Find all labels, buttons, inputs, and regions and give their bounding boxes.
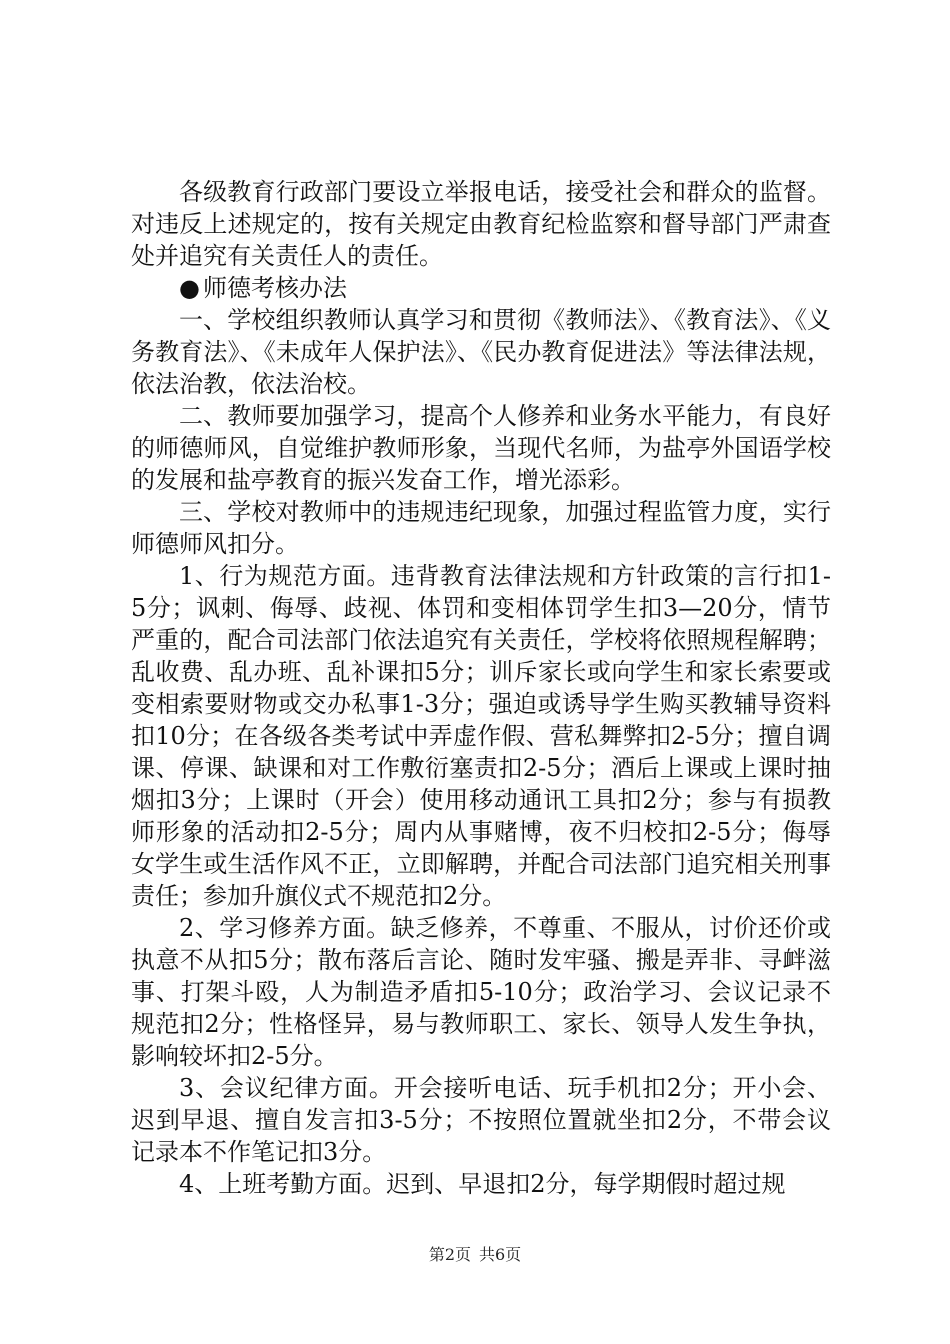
paragraph-item-3: 三、学校对教师中的违规违纪现象，加强过程监管力度，实行师德师风扣分。	[131, 498, 831, 558]
page-total: 共6页	[479, 1245, 522, 1264]
page-number: 第2页	[428, 1245, 471, 1264]
paragraph-attendance: 4、上班考勤方面。迟到、早退扣2分，每学期假时超过规	[179, 1170, 786, 1198]
paragraph-study-cultivation: 2、学习修养方面。缺乏修养，不尊重、不服从，讨价还价或执意不从扣5分；散布落后言论、随时发牢骚、搬是弄非、寻衅滋事、打架斗殴，人为制造矛盾扣5-10分；政治学习、会议记录不规范扣2分；性格怪异，易与教师职工、家长、领导人发生争执，影响较坏扣2-5分。	[131, 914, 831, 1070]
document-body	[131, 176, 831, 1200]
bullet-icon: ●	[179, 274, 200, 302]
page-footer	[0, 1245, 950, 1265]
paragraph-report-hotline: 各级教育行政部门要设立举报电话，接受社会和群众的监督。对违反上述规定的，按有关规定由教育纪检监察和督导部门严肃查处并追究有关责任人的责任。	[131, 178, 831, 270]
paragraph-item-2: 二、教师要加强学习，提高个人修养和业务水平能力，有良好的师德师风，自觉维护教师形象，当现代名师，为盐亭外国语学校的发展和盐亭教育的振兴发奋工作，增光添彩。	[131, 402, 831, 494]
section-heading-text: 师德考核办法	[203, 274, 347, 302]
paragraph-meeting-discipline: 3、会议纪律方面。开会接听电话、玩手机扣2分；开小会、迟到早退、擅自发言扣3-5分；不按照位置就坐扣2分，不带会议记录本不作笔记扣3分。	[131, 1074, 831, 1166]
section-heading	[131, 272, 831, 304]
paragraph-item-1: 一、学校组织教师认真学习和贯彻《教师法》、《教育法》、《义务教育法》、《未成年人保护法》、《民办教育促进法》等法律法规，依法治教，依法治校。	[131, 306, 831, 398]
paragraph-behavior-norms: 1、行为规范方面。违背教育法律法规和方针政策的言行扣1-5分；讽刺、侮辱、歧视、体罚和变相体罚学生扣3—20分，情节严重的，配合司法部门依法追究有关责任，学校将依照规程解聘；乱收费、乱办班、乱补课扣5分；训斥家长或向学生和家长索要或变相索要财物或交办私事1-3分；强迫或诱导学生购买教辅导资料扣10分；在各级各类考试中弄虚作假、营私舞弊扣2-5分；擅自调课、停课、缺课和对工作敷衍塞责扣2-5分；酒后上课或上课时抽烟扣3分；上课时（开会）使用移动通讯工具扣2分；参与有损教师形象的活动扣2-5分；周内从事赌博，夜不归校扣2-5分；侮辱女学生或生活作风不正，立即解聘，并配合司法部门追究相关刑事责任；参加升旗仪式不规范扣2分。	[131, 562, 831, 910]
